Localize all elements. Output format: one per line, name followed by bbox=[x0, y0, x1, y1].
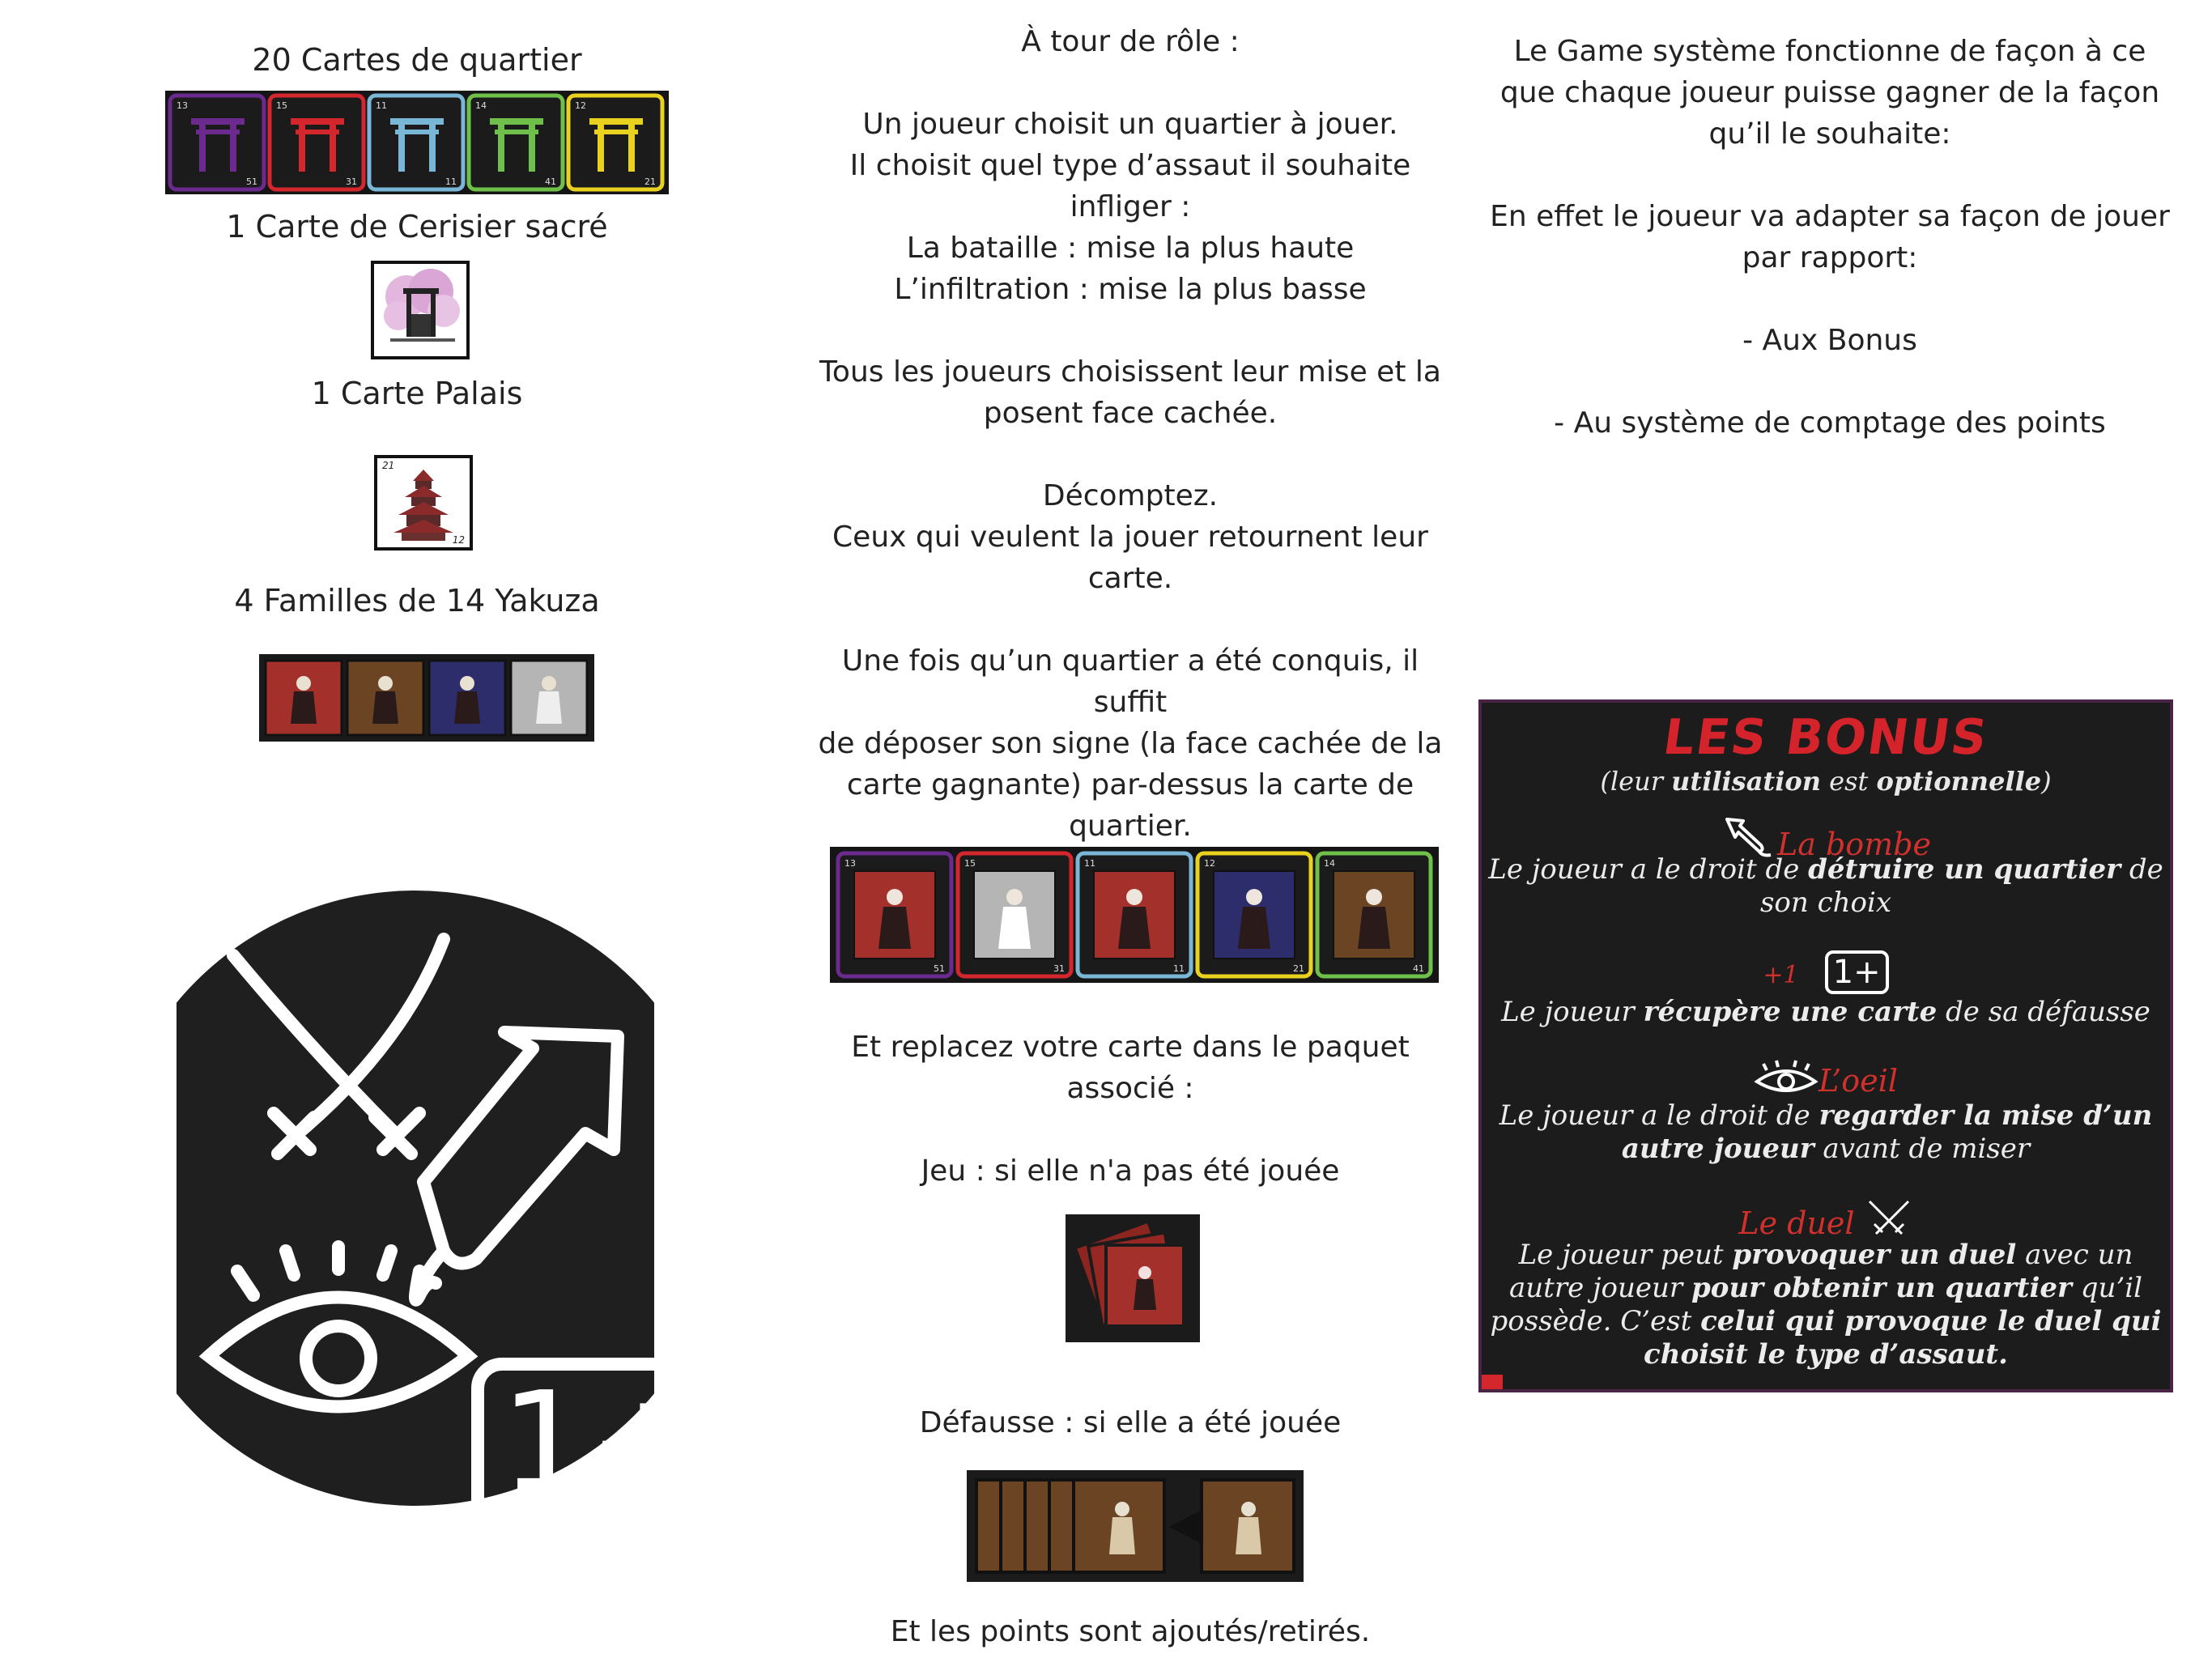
yakuza-cards-graphic bbox=[259, 654, 594, 742]
cherry-tree-icon bbox=[374, 264, 466, 356]
plus-one-small-icon: 1+ bbox=[1825, 950, 1889, 994]
example-number-bottom: 31 bbox=[1053, 963, 1065, 974]
example-number-top: 12 bbox=[1204, 858, 1215, 869]
bonus-title: LES BONUS bbox=[1659, 709, 1993, 766]
torii-cards-graphic bbox=[165, 91, 669, 194]
example-number-top: 13 bbox=[844, 858, 856, 869]
example-card bbox=[1078, 853, 1191, 976]
svg-text:1+: 1+ bbox=[500, 1363, 704, 1523]
quartier-card bbox=[568, 96, 662, 189]
duel-heading: Le duel bbox=[1482, 1198, 2170, 1241]
example-number-bottom: 11 bbox=[1173, 963, 1185, 974]
bonus-emblem bbox=[177, 891, 704, 1523]
swords-small-icon bbox=[1865, 1198, 1913, 1239]
eye-small-icon bbox=[1754, 1059, 1819, 1095]
example-cards-graphic bbox=[830, 847, 1439, 983]
example-card bbox=[1197, 853, 1311, 976]
example-number-top: 14 bbox=[1324, 858, 1335, 869]
quartier-cards-strip bbox=[165, 91, 669, 194]
defausse-pile-graphic bbox=[967, 1470, 1304, 1582]
quartier-number-bottom: 31 bbox=[346, 176, 357, 187]
jeu-pile-text: Jeu : si elle n'a pas été jouée bbox=[921, 1154, 1340, 1188]
bonus-subtitle: (leur utilisation est optionnelle) bbox=[1600, 766, 2052, 797]
example-cards-strip bbox=[830, 847, 1439, 983]
quartier-number-top: 12 bbox=[575, 100, 586, 111]
example-card bbox=[1317, 853, 1431, 976]
quartier-number-bottom: 21 bbox=[644, 176, 656, 187]
replace-card-text: Et replacez votre carte dans le paquet associé : bbox=[851, 1031, 1410, 1105]
plus-one-description: Le joueur récupère une carte de sa défausse bbox=[1501, 996, 2150, 1028]
plus-one-icon bbox=[478, 1363, 704, 1542]
yakuza-family-card bbox=[511, 661, 587, 735]
palais-number-top: 21 bbox=[382, 460, 395, 471]
quartier-number-top: 11 bbox=[376, 100, 387, 111]
palais-number-bottom: 12 bbox=[452, 534, 465, 546]
quartier-number-bottom: 51 bbox=[246, 176, 257, 187]
example-card bbox=[838, 853, 951, 976]
example-card bbox=[958, 853, 1071, 976]
quartier-number-bottom: 41 bbox=[545, 176, 556, 187]
yakuza-family-card bbox=[429, 661, 505, 735]
yakuza-families-label: 4 Familles de 14 Yakuza bbox=[234, 583, 600, 619]
bonus-panel bbox=[1478, 699, 2173, 1392]
yakuza-family-card bbox=[347, 661, 423, 735]
example-number-bottom: 41 bbox=[1413, 963, 1424, 974]
jeu-pile-graphic bbox=[1066, 1214, 1200, 1342]
palais-card bbox=[374, 455, 473, 551]
discard-pile-icon bbox=[967, 1470, 1304, 1582]
oeil-description: Le joueur a le droit de regarder la mise d’un autre joueur avant de miser bbox=[1499, 1099, 2153, 1165]
quartier-number-bottom: 11 bbox=[445, 176, 457, 187]
defausse-pile-text: Défausse : si elle a été jouée bbox=[919, 1406, 1342, 1439]
palais-card-label: 1 Carte Palais bbox=[311, 376, 523, 411]
oeil-heading: L’oeil bbox=[1482, 1059, 2170, 1099]
quartier-cards-label: 20 Cartes de quartier bbox=[252, 42, 582, 78]
game-system-text: Le Game système fonctionne de façon à ce que chaque joueur puisse gagner de la façon qu’il le souhaite: En effet le joueur va adapter sa façon de jouer par rapport: - Aux Bonus - Au système de comptage des points bbox=[1490, 35, 2170, 440]
plus-one-heading: +1 1+ bbox=[1482, 950, 2170, 994]
bombe-heading: La bombe bbox=[1482, 814, 2170, 862]
example-number-top: 15 bbox=[964, 858, 976, 869]
example-number-bottom: 21 bbox=[1293, 963, 1304, 974]
yakuza-families-strip bbox=[259, 654, 594, 742]
points-text: Et les points sont ajoutés/retirés. bbox=[890, 1615, 1371, 1648]
yakuza-family-card bbox=[266, 661, 342, 735]
example-number-top: 11 bbox=[1084, 858, 1095, 869]
bombe-description: Le joueur a le droit de détruire un quartier de son choix bbox=[1488, 853, 2163, 919]
quartier-number-top: 15 bbox=[276, 100, 287, 111]
bonus-emblem-graphic bbox=[177, 891, 704, 1523]
cerisier-card bbox=[371, 261, 470, 359]
quartier-card bbox=[369, 96, 463, 189]
card-pile-icon bbox=[1066, 1214, 1200, 1342]
example-number-bottom: 51 bbox=[934, 963, 945, 974]
quartier-card bbox=[170, 96, 264, 189]
quartier-card bbox=[469, 96, 563, 189]
quartier-number-top: 13 bbox=[177, 100, 188, 111]
quartier-number-top: 14 bbox=[475, 100, 487, 111]
turn-rules-text: À tour de rôle : Un joueur choisit un quartier à jouer. Il choisit quel type d’assaut il souhaite infliger : La bataille : mise la plus haute L’infiltration : mise la plus basse Tous les joueurs choisissent leur mise et la posent face cachée. Décomptez. Ceux qui veulent la jouer retournent leur carte. Une fois qu’un quartier a été conquis, il suffit de déposer son signe (la face cachée de la carte gagnante) par-dessus la carte de quartier. bbox=[818, 25, 1443, 843]
panel-corner-marker bbox=[1482, 1375, 1503, 1389]
quartier-card bbox=[270, 96, 364, 189]
cerisier-card-label: 1 Carte de Cerisier sacré bbox=[226, 209, 608, 244]
duel-description: Le joueur peut provoquer un duel avec un autre joueur pour obtenir un quartier qu’il possède. C’est celui qui provoque le duel qui choisit le type d’assaut. bbox=[1490, 1239, 2162, 1371]
